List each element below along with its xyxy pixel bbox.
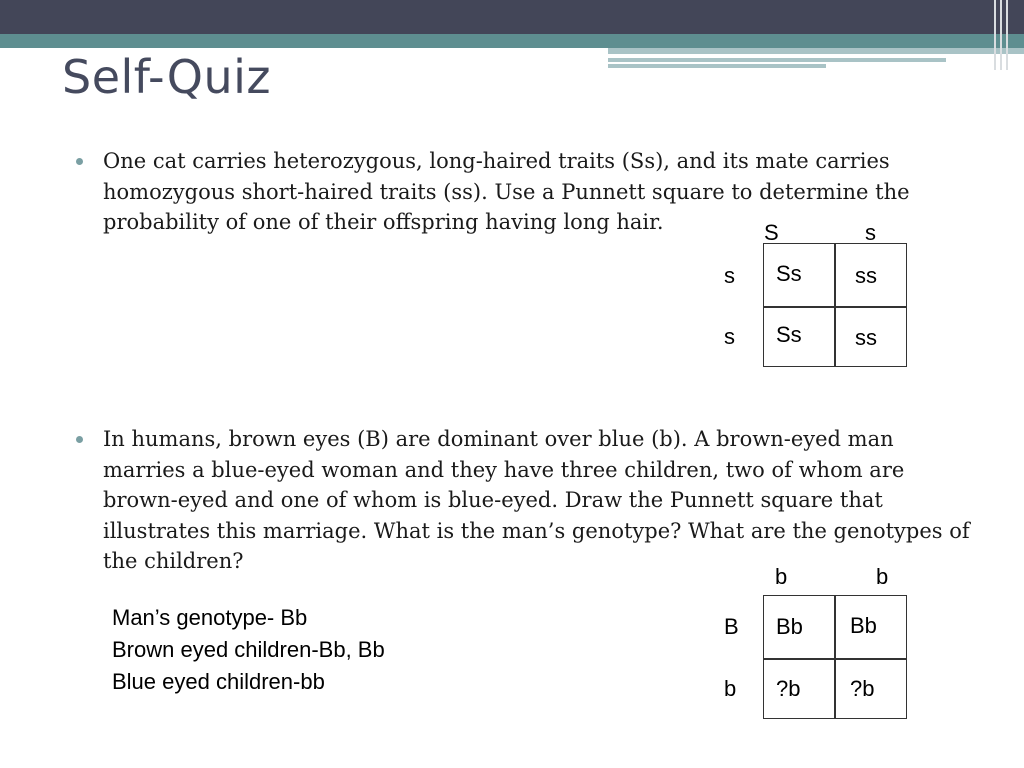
punnett1-cell-3: Ss — [776, 322, 802, 347]
question-1-text: One cat carries heterozygous, long-haired traits (Ss), and its mate carries homozygous short-haired traits (ss). Use a Punnett square to determine the probability of one of their offspring having long hair. — [103, 149, 910, 234]
punnett1-top-label-1: S — [764, 220, 779, 245]
punnett1-side-label-1: s — [724, 263, 735, 288]
punnett1-top-label-2: s — [865, 220, 876, 245]
header-strip-1 — [608, 48, 1024, 54]
punnett2-top-label-2: b — [876, 564, 889, 589]
punnett2-divider-vertical — [834, 596, 836, 718]
bullet-dot-1 — [76, 158, 83, 165]
punnett1-side-label-2: s — [724, 324, 735, 349]
punnett2-side-label-1: B — [724, 614, 739, 639]
header-accent-line-3 — [1006, 0, 1008, 70]
header-accent-line-2 — [1000, 0, 1002, 70]
header-accent-line-1 — [994, 0, 996, 70]
punnett1-divider-horizontal — [764, 306, 906, 308]
answer-brown-eyed-children: Brown eyed children-Bb, Bb — [112, 637, 385, 662]
answer-man-genotype: Man’s genotype- Bb — [112, 605, 308, 630]
header-teal-band — [0, 34, 1024, 48]
answer-blue-eyed-children: Blue eyed children-bb — [112, 669, 325, 694]
punnett2-cell-4: ?b — [850, 676, 875, 701]
punnett2-cell-3: ?b — [776, 676, 801, 701]
punnett2-divider-horizontal — [764, 658, 906, 660]
punnett1-cell-2: ss — [855, 263, 877, 288]
punnett1-cell-4: ss — [855, 325, 877, 350]
punnett2-cell-2: Bb — [850, 613, 877, 638]
bullet-dot-2 — [76, 436, 83, 443]
punnett2-side-label-2: b — [724, 676, 737, 701]
question-2-text: In humans, brown eyes (B) are dominant over blue (b). A brown-eyed man marries a blue-eyed woman and they have three children, two of whom are brown-eyed and one of whom is blue-eyed. Draw the Punnett square that illustrates this marriage. What is the man’s genotype? What are the genotypes of the children? — [103, 427, 970, 573]
answers-block — [112, 602, 385, 698]
header-strip-2 — [608, 58, 946, 62]
punnett2-cell-1: Bb — [776, 614, 803, 639]
punnett1-cell-1: Ss — [776, 261, 802, 286]
punnett2-top-label-1: b — [775, 564, 788, 589]
punnett1-divider-vertical — [834, 244, 836, 366]
header-strip-3 — [608, 64, 826, 68]
header-bar — [0, 0, 1024, 34]
slide-title: Self-Quiz — [62, 50, 272, 104]
